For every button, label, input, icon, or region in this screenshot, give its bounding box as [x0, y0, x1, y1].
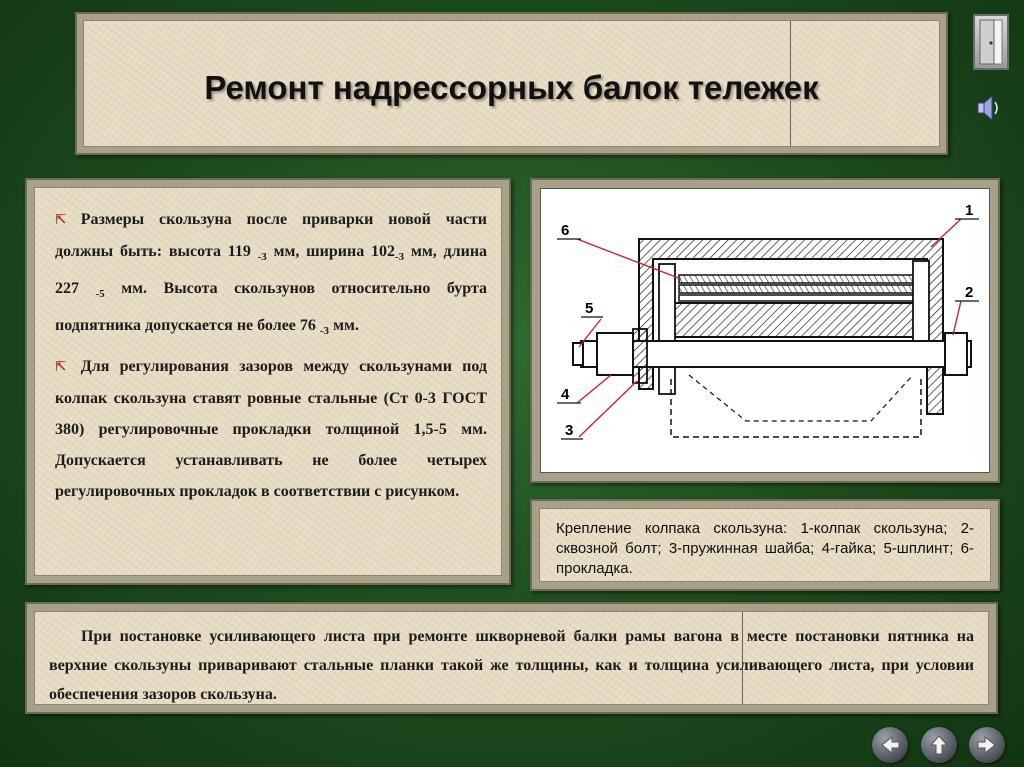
tolerance: -3 [257, 251, 267, 264]
shim [679, 295, 915, 301]
text-paper-bottom [34, 611, 989, 705]
tolerance: -3 [395, 251, 405, 264]
caption-paper [539, 508, 991, 582]
bullet-item [55, 351, 487, 507]
tolerance: -5 [95, 288, 105, 301]
slider-cap-diagram [541, 189, 993, 476]
diagram-label-5: 5 [585, 300, 594, 317]
diagram-label-2: 2 [965, 284, 974, 301]
shim [679, 285, 915, 293]
arrow-left-icon [878, 733, 902, 757]
diagram-label-1: 1 [965, 202, 974, 219]
diagram-canvas [540, 188, 990, 473]
cotter-pin [573, 343, 583, 365]
home-slide-button[interactable] [921, 727, 957, 763]
diagram-label-6: 6 [561, 222, 570, 239]
title-paper [83, 20, 940, 147]
bottom-paragraph: При постановке усиливающего листа при ремонте шкворневой балки рамы вагона в месте постановки пятника на верхние скользуны приваривают стальные планки такой же толщины, как и толщина усиливающего листа, при условии обеспечения зазоров скользуна. [49, 628, 974, 703]
diagram-label-3: 3 [565, 422, 574, 439]
bullet-text: Для регулирования зазоров между скользунами под колпак скользуна ставят ровные стальные (Ст 0-3 ГОСТ 380) регулировочные прокладки толщиной 1,5-5 мм. Допускается устанавливать не более четырех регулировочных прокладок в соответствии с рисунком. [55, 357, 487, 500]
text-paper-left [34, 187, 502, 576]
arrow-right-icon [975, 733, 999, 757]
tolerance: -3 [319, 325, 330, 338]
bullet-text: мм, длина 227 [55, 243, 488, 298]
door-exit-icon [975, 16, 1007, 68]
bullet-text: мм, ширина 102 [273, 243, 395, 260]
bullet-arrow-icon: ⇱ [55, 359, 67, 375]
next-slide-button[interactable] [969, 727, 1005, 763]
diagram-caption: Крепление колпака скользуна: 1-колпак скользуна; 2-сквозной болт; 3-пружинная шайба; 4-гайка; 5-шплинт; 6-прокладка. [556, 520, 974, 577]
slider-block [671, 303, 921, 337]
text-panel-left [25, 178, 511, 585]
diagram-panel [530, 178, 1000, 483]
bullet-text: мм. [333, 317, 359, 335]
leader-line [577, 375, 611, 403]
leader-line [953, 301, 961, 335]
shim [679, 275, 915, 283]
nut [597, 333, 633, 375]
bullet-arrow-icon: ⇱ [55, 213, 67, 228]
arrow-up-icon [927, 733, 951, 757]
leader-line [931, 219, 961, 247]
exit-button[interactable] [973, 14, 1009, 70]
beam-inner [689, 375, 913, 421]
title-panel [75, 12, 948, 155]
prev-slide-button[interactable] [872, 727, 908, 763]
text-panel-bottom [25, 602, 998, 714]
lug-left [659, 264, 675, 394]
spring-washer [633, 329, 647, 383]
bolt-head [945, 333, 967, 375]
bullet-text: Размеры скользуна после приварки новой части должны быть: высота 119 [55, 211, 487, 260]
diagram-label-4: 4 [561, 386, 570, 403]
bullet-text: мм. Высота скользунов относительно бурта подпятника допускается не более 76 [55, 280, 487, 335]
bullet-item [55, 204, 487, 348]
page-title: Ремонт надрессорных балок тележек [204, 69, 819, 106]
sound-button[interactable] [976, 92, 1000, 124]
speaker-icon [976, 92, 1000, 124]
leader-line [579, 381, 637, 437]
caption-panel [530, 499, 1000, 591]
